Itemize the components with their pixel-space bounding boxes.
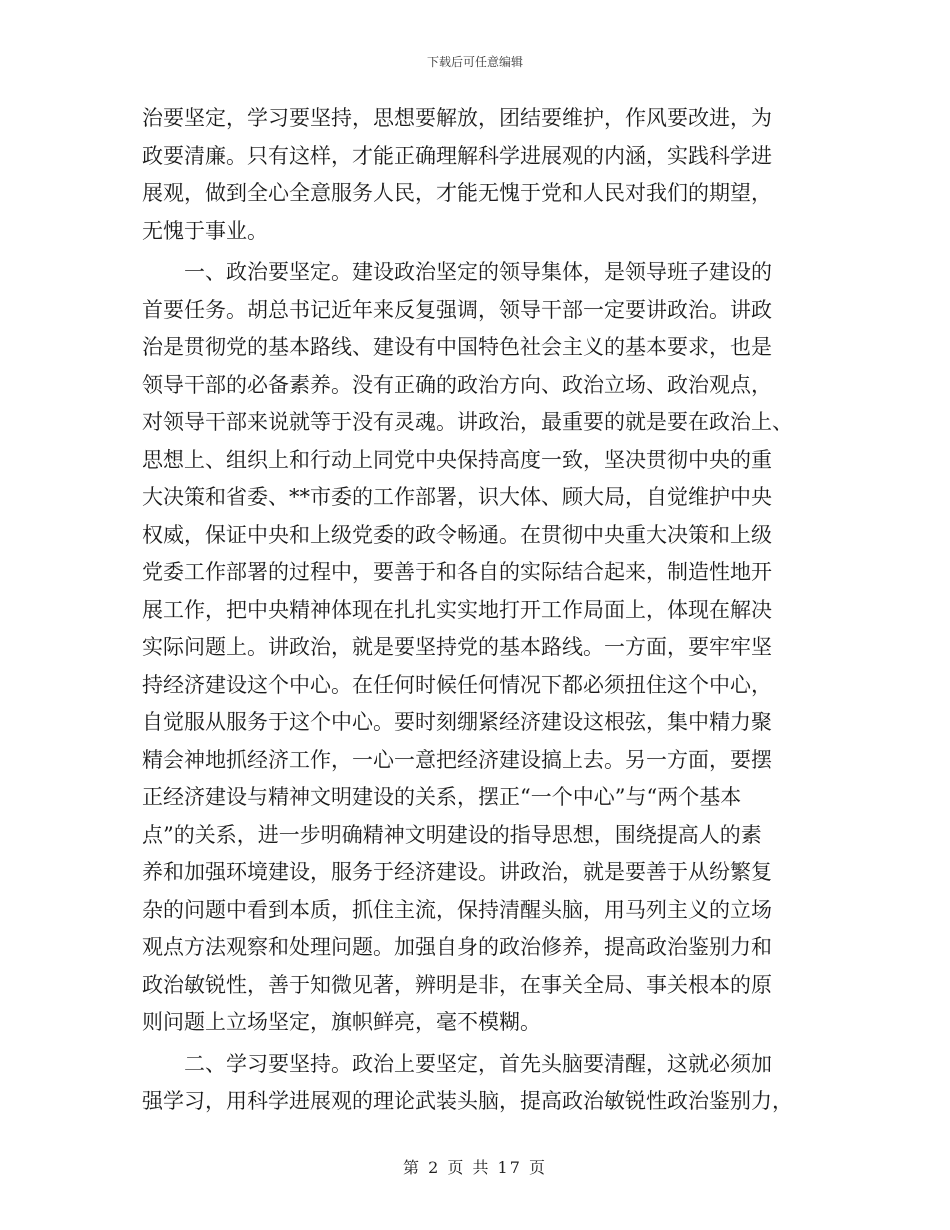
text-line: 领导干部的必备素养。没有正确的政治方向、政治立场、政治观点， bbox=[142, 372, 772, 397]
text-line: 首要任务。胡总书记近年来反复强调，领导干部一定要讲政治。讲政 bbox=[142, 297, 772, 322]
text-line: 政治敏锐性，善于知微见著，辨明是非，在事关全局、事关根本的原 bbox=[142, 972, 772, 997]
page-footer: 第 2 页 共 17 页 bbox=[403, 1158, 547, 1177]
paragraph-intro bbox=[142, 100, 814, 250]
text-line: 精会神地抓经济工作，一心一意把经济建设搞上去。另一方面，要摆 bbox=[142, 747, 772, 772]
text-line: 大决策和省委、**市委的工作部署，识大体、顾大局，自觉维护中央 bbox=[142, 485, 772, 509]
paragraph-politics bbox=[142, 254, 814, 1042]
text-line: 杂的问题中看到本质，抓住主流，保持清醒头脑，用马列主义的立场 bbox=[142, 897, 772, 922]
text-line: 展工作，把中央精神体现在扎扎实实地打开工作局面上，体现在解决 bbox=[142, 597, 772, 622]
text-line: 二、学习要坚持。政治上要坚定，首先头脑要清醒，这就必须加 bbox=[142, 1051, 772, 1076]
text-line: 一、政治要坚定。建设政治坚定的领导集体，是领导班子建设的 bbox=[142, 260, 772, 284]
text-line: 实际问题上。讲政治，就是要坚持党的基本路线。一方面，要牢牢坚 bbox=[142, 635, 772, 659]
text-line: 治是贯彻党的基本路线、建设有中国特色社会主义的基本要求，也是 bbox=[142, 335, 772, 359]
paragraph-study bbox=[142, 1046, 814, 1121]
document-body bbox=[142, 100, 814, 1121]
page-header: 下载后可任意编辑 bbox=[426, 55, 523, 69]
text-line: 观点方法观察和处理问题。加强自身的政治修养，提高政治鉴别力和 bbox=[142, 935, 772, 959]
text-line: 养和加强环境建设，服务于经济建设。讲政治，就是要善于从纷繁复 bbox=[142, 860, 772, 884]
text-line: 政要清廉。只有这样，才能正确理解科学进展观的内涵，实践科学进 bbox=[142, 143, 772, 168]
text-line: 持经济建设这个中心。在任何时候任何情况下都必须扭住这个中心， bbox=[142, 672, 772, 697]
text-line: 思想上、组织上和行动上同党中央保持高度一致，坚决贯彻中央的重 bbox=[142, 447, 772, 472]
text-line: 则问题上立场坚定，旗帜鲜亮，毫不模糊。 bbox=[142, 1010, 541, 1034]
text-line: 权威，保证中央和上级党委的政令畅通。在贯彻中央重大决策和上级 bbox=[142, 522, 772, 547]
text-line: 正经济建设与精神文明建设的关系，摆正“一个中心”与“两个基本 bbox=[142, 785, 742, 809]
text-line: 展观，做到全心全意服务人民，才能无愧于党和人民对我们的期望， bbox=[142, 181, 772, 205]
text-line: 治要坚定，学习要坚持，思想要解放，团结要维护，作风要改进，为 bbox=[142, 106, 772, 130]
text-line: 对领导干部来说就等于没有灵魂。讲政治，最重要的就是要在政治上、 bbox=[142, 410, 793, 434]
text-line: 自觉服从服务于这个中心。要时刻绷紧经济建设这根弦，集中精力聚 bbox=[142, 710, 772, 734]
text-line: 无愧于事业。 bbox=[142, 218, 268, 243]
text-line: 党委工作部署的过程中，要善于和各自的实际结合起来，制造性地开 bbox=[142, 560, 772, 584]
text-line: 强学习，用科学进展观的理论武装头脑，提高政治敏锐性政治鉴别力， bbox=[142, 1089, 793, 1113]
text-line: 点”的关系，进一步明确精神文明建设的指导思想，围绕提高人的素 bbox=[142, 822, 762, 847]
